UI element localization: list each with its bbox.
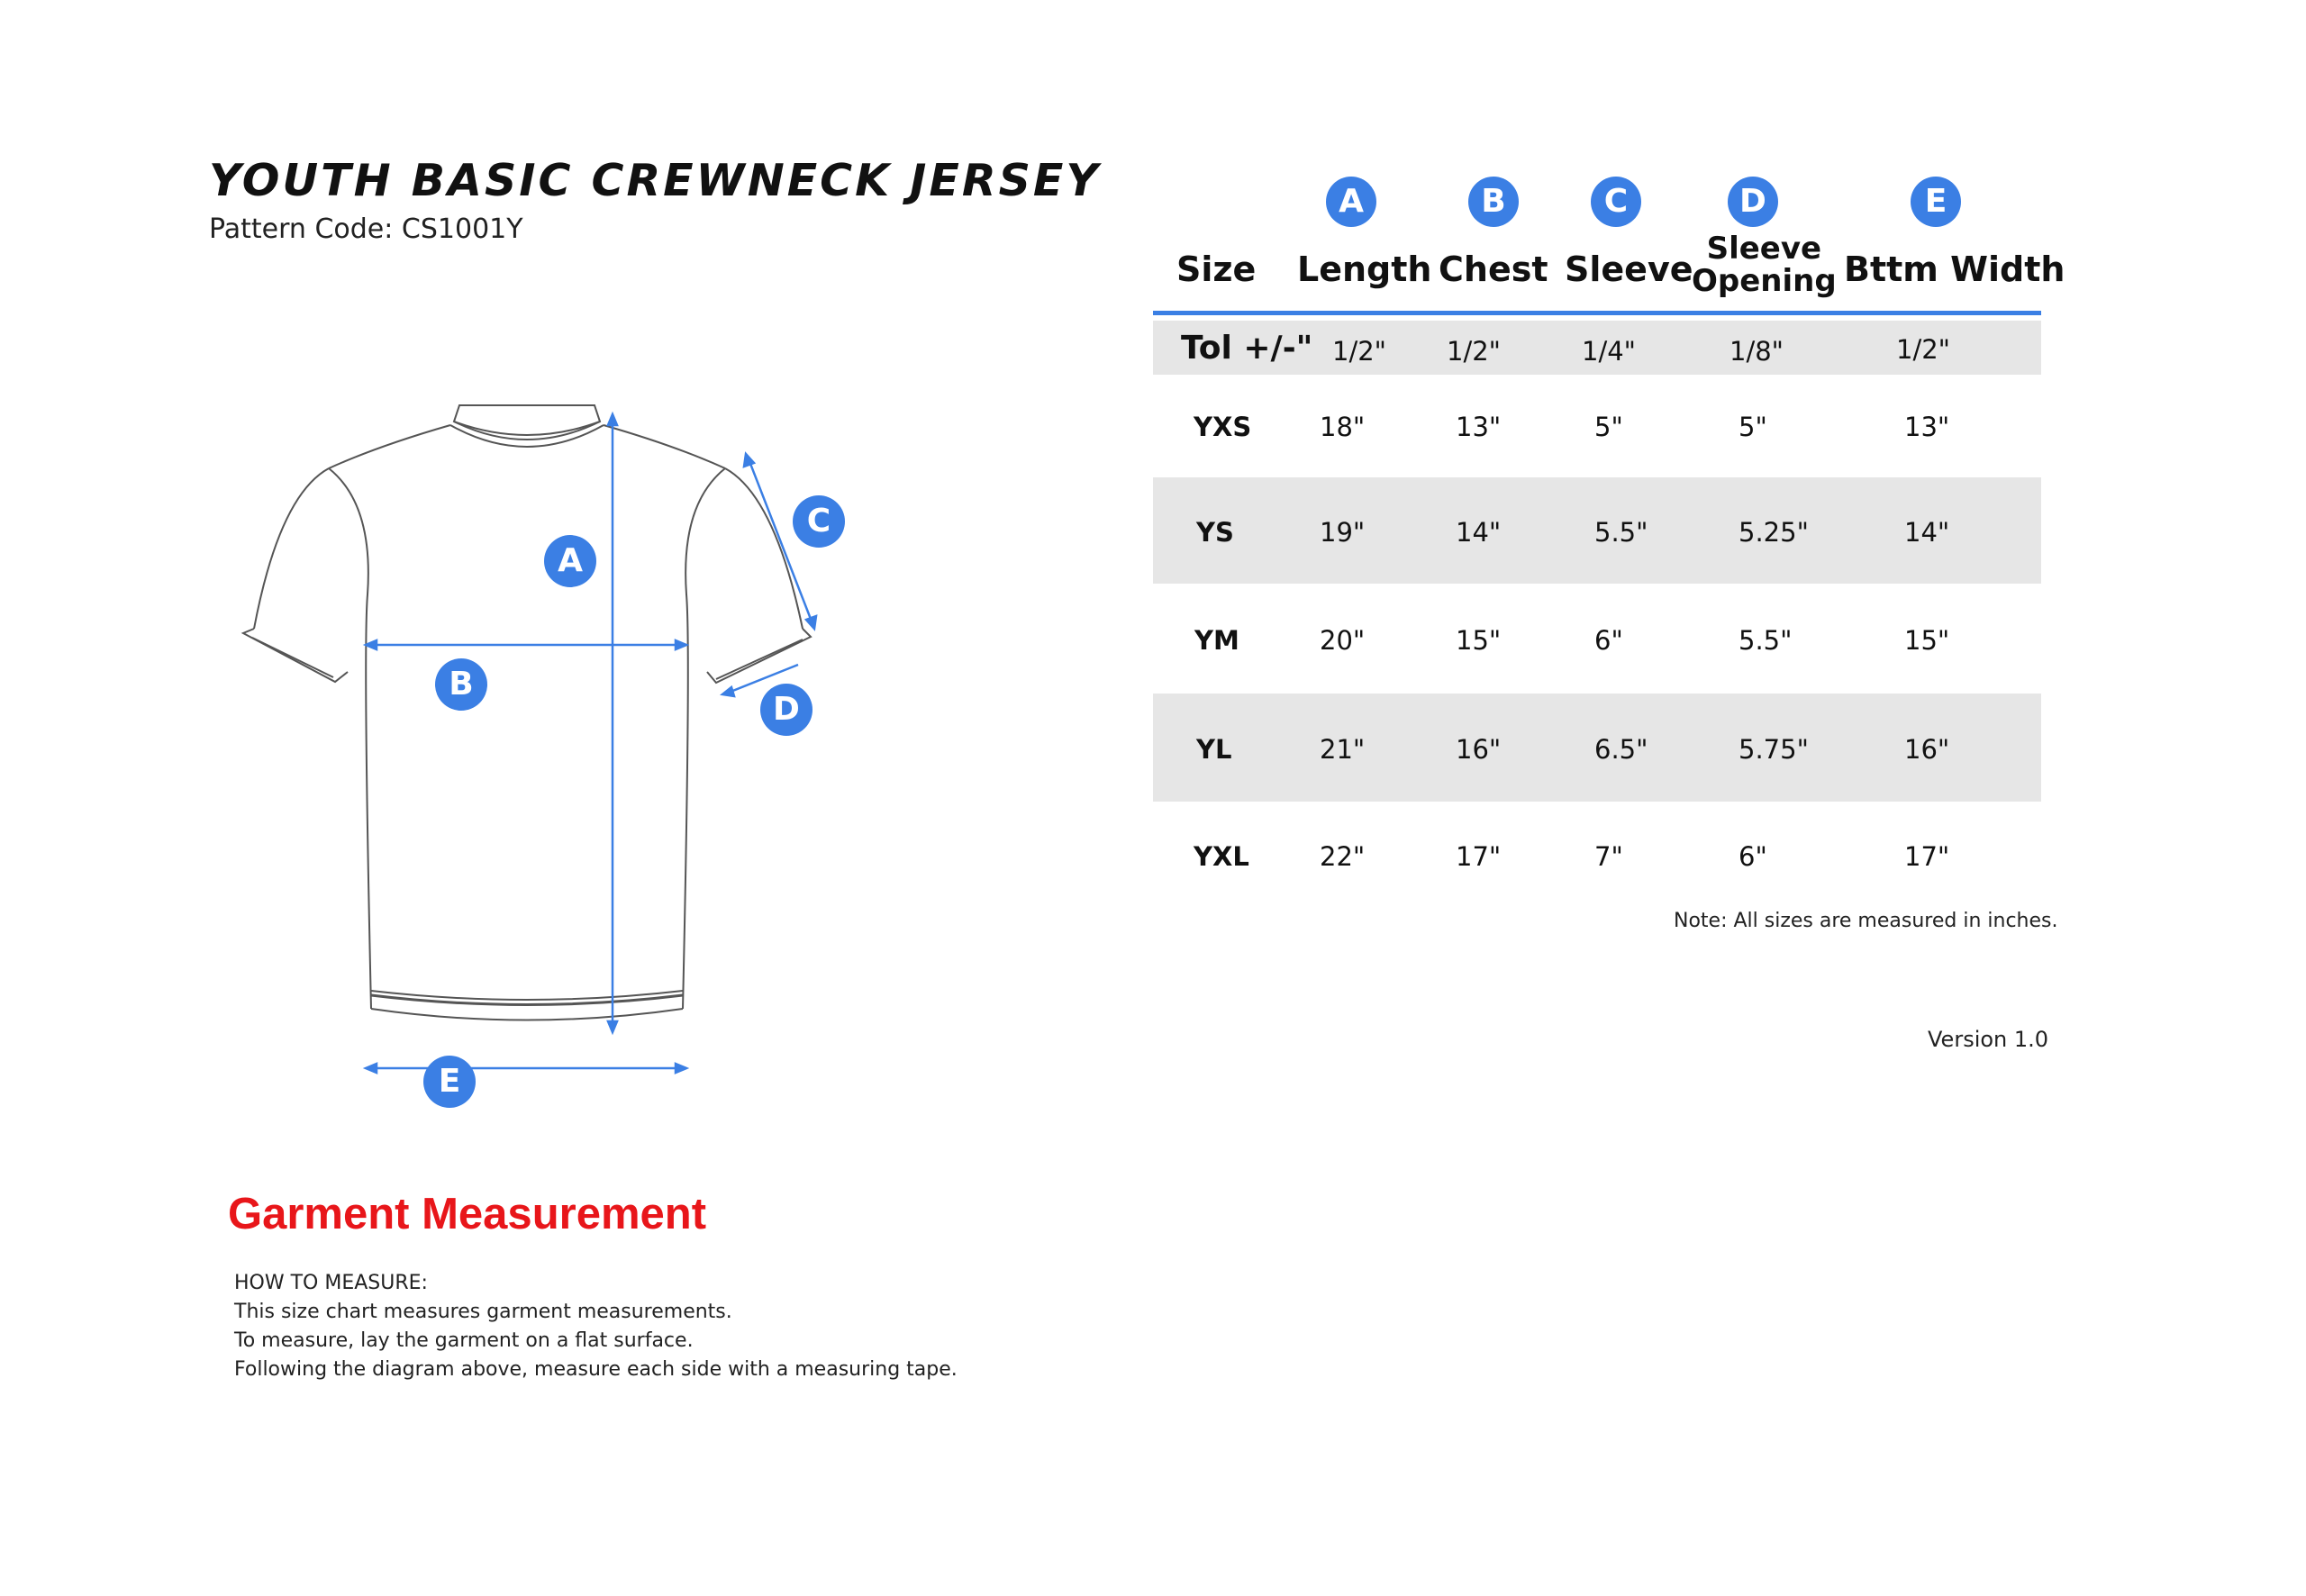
table-cell: 5.5" — [1739, 625, 1793, 656]
label-e-badge: E — [423, 1056, 476, 1108]
garment-measurement-title: Garment Measurement — [228, 1190, 707, 1238]
tolerance-value: 1/2" — [1447, 336, 1502, 367]
label-a-badge: A — [544, 535, 596, 587]
size-label: YXS — [1194, 412, 1252, 442]
table-cell: 6" — [1594, 625, 1623, 656]
column-header-chest: Chest — [1439, 249, 1548, 289]
pattern-code: Pattern Code: CS1001Y — [209, 213, 523, 245]
table-cell: 14" — [1904, 517, 1950, 548]
size-label: YL — [1196, 734, 1232, 765]
table-cell: 18" — [1320, 412, 1366, 442]
tolerance-value: 1/4" — [1582, 336, 1637, 367]
table-cell: 15" — [1904, 625, 1950, 656]
table-cell: 22" — [1320, 841, 1366, 872]
table-cell: 5.25" — [1739, 517, 1809, 548]
table-cell: 5.5" — [1594, 517, 1648, 548]
column-badge-a: A — [1326, 177, 1376, 227]
table-cell: 13" — [1456, 412, 1502, 442]
column-header-size: Size — [1176, 249, 1257, 289]
column-header-sleeve-opening — [1692, 232, 1837, 297]
column-header-sleeve: Sleeve — [1565, 249, 1693, 289]
tolerance-value: 1/2" — [1332, 336, 1387, 367]
tolerance-value: 1/8" — [1730, 336, 1784, 367]
jersey-outline-svg — [225, 378, 874, 1117]
label-d-badge: D — [760, 684, 813, 736]
howto-line: Following the diagram above, measure each side with a measuring tape. — [234, 1358, 958, 1381]
table-cell: 13" — [1904, 412, 1950, 442]
sleeve-opening-line1: Sleeve — [1706, 231, 1822, 267]
size-label: YXL — [1194, 841, 1249, 872]
table-cell: 6.5" — [1594, 734, 1648, 765]
size-label: YS — [1196, 517, 1234, 548]
product-title: YOUTH BASIC CREWNECK JERSEY — [209, 155, 1101, 206]
table-cell: 5.75" — [1739, 734, 1809, 765]
table-cell: 17" — [1456, 841, 1502, 872]
table-cell: 15" — [1456, 625, 1502, 656]
column-badge-d: D — [1728, 177, 1778, 227]
sleeve-opening-line2: Opening — [1692, 263, 1837, 299]
measurement-note: Note: All sizes are measured in inches. — [1674, 910, 2058, 932]
howto-heading: HOW TO MEASURE: — [234, 1272, 428, 1294]
table-cell: 7" — [1594, 841, 1623, 872]
jersey-diagram — [225, 378, 874, 1117]
table-cell: 16" — [1456, 734, 1502, 765]
column-header-length: Length — [1297, 249, 1432, 289]
table-cell: 14" — [1456, 517, 1502, 548]
header-rule — [1153, 311, 2041, 315]
size-label: YM — [1194, 625, 1239, 656]
table-cell: 17" — [1904, 841, 1950, 872]
table-cell: 5" — [1739, 412, 1767, 442]
version-label: Version 1.0 — [1928, 1027, 2049, 1052]
tolerance-label: Tol +/-" — [1181, 330, 1313, 367]
column-badge-b: B — [1468, 177, 1519, 227]
column-header-bottom-width: Bttm Width — [1844, 249, 2065, 289]
label-c-badge: C — [793, 495, 845, 548]
table-cell: 5" — [1594, 412, 1623, 442]
table-cell: 21" — [1320, 734, 1366, 765]
howto-line: To measure, lay the garment on a flat surface. — [234, 1329, 694, 1352]
column-badge-c: C — [1591, 177, 1641, 227]
howto-line: This size chart measures garment measurements. — [234, 1301, 732, 1323]
table-cell: 16" — [1904, 734, 1950, 765]
table-cell: 6" — [1739, 841, 1767, 872]
tolerance-value: 1/2" — [1896, 334, 1951, 365]
table-cell: 20" — [1320, 625, 1366, 656]
label-b-badge: B — [435, 658, 487, 711]
column-badge-e: E — [1911, 177, 1961, 227]
table-cell: 19" — [1320, 517, 1366, 548]
